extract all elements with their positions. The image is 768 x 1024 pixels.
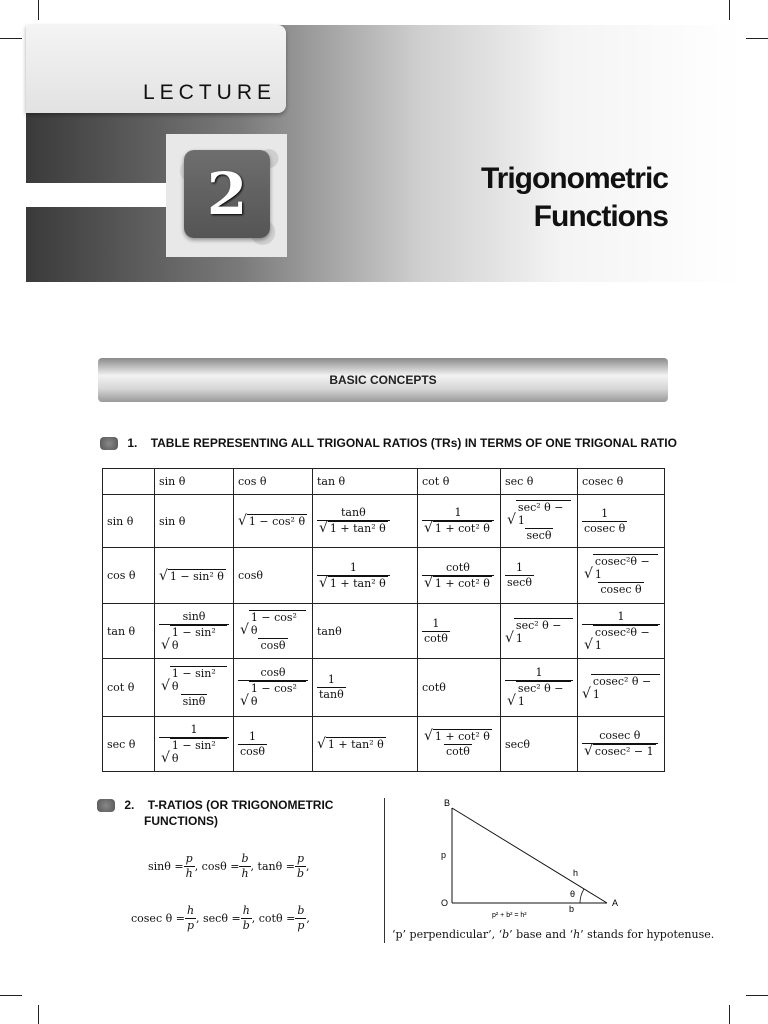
table-header-cell: cot θ <box>418 469 501 495</box>
lecture-number-tile <box>166 134 287 257</box>
row-label: sin θ <box>103 495 155 548</box>
table-cell: √ cosec² θ − 1 <box>578 659 665 717</box>
table-cell: √ sec² θ − 1 <box>501 604 578 659</box>
section-2-title-line-1: T-RATIOS (OR TRIGONOMETRIC <box>147 798 334 812</box>
section-1-heading <box>100 436 677 450</box>
section-2-number: 2. <box>124 798 135 812</box>
crop-mark <box>0 38 22 39</box>
table-cell: secθ <box>501 717 578 772</box>
table-header-cell <box>103 469 155 495</box>
vertex-label-b: B <box>444 798 451 808</box>
triangle-hypotenuse <box>452 808 607 903</box>
title-line-2: Functions <box>533 200 668 233</box>
formula-sin: sinθ = <box>148 860 184 873</box>
crop-mark <box>38 1005 39 1024</box>
table-cell: 1 √ 1 + cot² θ <box>418 495 501 548</box>
banner-label: BASIC CONCEPTS <box>329 373 437 387</box>
formula-line-2 <box>131 904 310 933</box>
table-cell: tanθ √ 1 + tan² θ <box>313 495 418 548</box>
formula-cosec: cosec θ = <box>131 912 185 925</box>
table-cell: √ 1 − cos² θ cosθ <box>234 604 313 659</box>
crop-mark <box>746 995 768 996</box>
table-header-cell: cosec θ <box>578 469 665 495</box>
table-header-cell: sin θ <box>155 469 234 495</box>
section-1-title: TABLE REPRESENTING ALL TRIGONAL RATIOS (TRs) IN TERMS OF ONE TRIGONAL RATIO <box>150 436 677 450</box>
row-label: sec θ <box>103 717 155 772</box>
table-header-cell: sec θ <box>501 469 578 495</box>
crop-mark <box>729 1005 730 1024</box>
table-cell: cotθ <box>418 659 501 717</box>
table-cell: √ 1 + cot² θ cotθ <box>418 717 501 772</box>
table-cell: $\frac{1}{\tan\theta}$ <box>313 659 418 717</box>
table-cell: sin θ <box>155 495 234 548</box>
bullet-icon <box>100 437 118 450</box>
table-row <box>103 495 665 548</box>
table-cell: √ 1 − sin² θ sinθ <box>155 659 234 717</box>
formula-comma: , <box>306 860 310 873</box>
side-label-p: p <box>441 850 447 860</box>
table-row <box>103 717 665 772</box>
table-header-row <box>103 469 665 495</box>
lecture-label: LECTURE <box>142 81 276 104</box>
table-header-cell: tan θ <box>313 469 418 495</box>
section-2-title-line-2: FUNCTIONS) <box>144 814 218 829</box>
right-triangle-diagram <box>430 795 630 925</box>
crop-mark <box>38 0 39 20</box>
row-label: tan θ <box>103 604 155 659</box>
table-cell: sinθ √ 1 − sin² θ <box>155 604 234 659</box>
table-cell: 1 √ sec² θ − 1 <box>501 659 578 717</box>
table-cell: √ 1 + tan² θ <box>313 717 418 772</box>
section-2-heading <box>97 798 333 828</box>
table-row <box>103 548 665 604</box>
crop-mark <box>729 0 730 20</box>
angle-arc <box>580 889 584 903</box>
table-cell: $\frac{1}{\text{cosec θ}}$ <box>578 495 665 548</box>
table-cell: cosθ √ 1 − cos² θ <box>234 659 313 717</box>
crop-mark <box>746 38 768 39</box>
table-cell: 1 √ 1 + tan² θ <box>313 548 418 604</box>
table-row <box>103 659 665 717</box>
formula-comma: , <box>306 912 310 925</box>
header-stripe <box>26 183 166 207</box>
vertex-label-o: O <box>441 898 449 908</box>
lecture-number-box <box>184 150 270 238</box>
fraction: $\frac{p}{h}$ <box>185 852 193 880</box>
section-1-number: 1. <box>127 436 138 450</box>
table-cell: √ 1 − sin² θ <box>155 548 234 604</box>
crop-mark <box>0 995 22 996</box>
table-cell: 1 √ 1 − sin² θ <box>155 717 234 772</box>
trig-ratio-table <box>102 468 665 772</box>
table-cell: $\frac{1}{\cos\theta}$ <box>234 717 313 772</box>
row-label: cos θ <box>103 548 155 604</box>
table-cell: √ sec² θ − 1 secθ <box>501 495 578 548</box>
table-cell: cosec θ √ cosec² − 1 <box>578 717 665 772</box>
lecture-tab <box>26 25 286 113</box>
fraction: $\frac{b}{h}$ <box>241 852 249 880</box>
fraction: $\frac{h}{b}$ <box>242 904 250 932</box>
bullet-icon <box>97 799 115 812</box>
formula-cos: , cosθ = <box>194 860 240 873</box>
formula-tan: , tanθ = <box>250 860 295 873</box>
title-line-1: Trigonometric <box>480 162 668 195</box>
column-divider <box>384 798 385 943</box>
table-cell: tanθ <box>313 604 418 659</box>
pythagoras-label: p² + b² = h² <box>492 912 527 919</box>
table-row <box>103 604 665 659</box>
table-cell: cosθ <box>234 548 313 604</box>
table-cell: $\frac{1}{\cot\theta}$ <box>418 604 501 659</box>
fraction: $\frac{p}{b}$ <box>296 852 304 880</box>
angle-label-theta: θ <box>570 889 576 899</box>
basic-concepts-banner <box>98 358 668 402</box>
table-cell: √ cosec²θ − 1 cosec θ <box>578 548 665 604</box>
side-label-h: h <box>573 868 579 878</box>
table-cell: 1 √ cosec²θ − 1 <box>578 604 665 659</box>
formula-sec: , secθ = <box>196 912 241 925</box>
vertex-label-a: A <box>612 898 619 908</box>
formula-cot: , cotθ = <box>251 912 296 925</box>
lecture-number: 2 <box>206 160 248 228</box>
table-cell: cotθ √ 1 + cot² θ <box>418 548 501 604</box>
table-cell: √ 1 − cos² θ <box>234 495 313 548</box>
diagram-caption: ‘p’ perpendicular’, ‘b’ base and ‘h’ stands for hypotenuse. <box>392 928 715 941</box>
chapter-title <box>481 160 668 236</box>
row-label: cot θ <box>103 659 155 717</box>
table-cell: $\frac{1}{\sec\theta}$ <box>501 548 578 604</box>
table-header-cell: cos θ <box>234 469 313 495</box>
fraction: $\frac{h}{p}$ <box>186 904 195 932</box>
formula-line-1 <box>148 852 310 881</box>
side-label-b: b <box>569 904 575 914</box>
fraction: $\frac{b}{p}$ <box>297 904 305 932</box>
